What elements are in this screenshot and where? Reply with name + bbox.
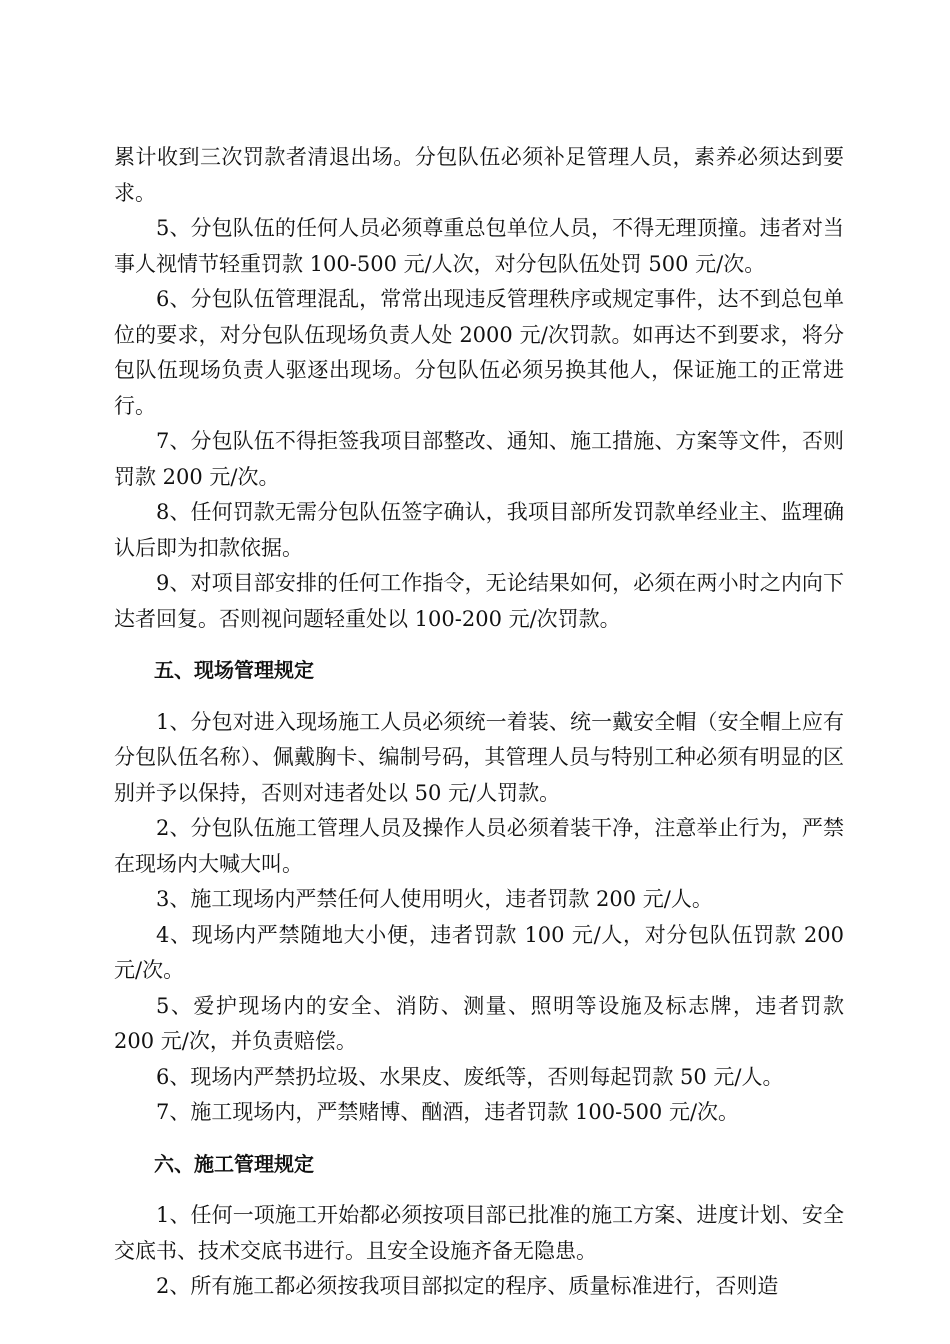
section4-item-8: 8、任何罚款无需分包队伍签字确认，我项目部所发罚款单经业主、监理确认后即为扣款依据。 — [114, 500, 844, 560]
section5-heading: 五、现场管理规定 — [154, 658, 314, 682]
document-body — [114, 140, 844, 1305]
section6-heading: 六、施工管理规定 — [154, 1151, 314, 1176]
section4-item-5: 5、分包队伍的任何人员必须尊重总包单位人员，不得无理顶撞。违者对当事人视情节轻重罚款 100-500 元/人次，对分包队伍处罚 500 元/次。 — [114, 216, 844, 276]
section5-item-3: 3、施工现场内严禁任何人使用明火，违者罚款 200 元/人。 — [156, 887, 713, 911]
intro-continuation: 累计收到三次罚款者清退出场。分包队伍必须补足管理人员，素养必须达到要求。 — [114, 145, 844, 205]
section6-item-1: 1、任何一项施工开始都必须按项目部已批准的施工方案、进度计划、安全交底书、技术交底书进行。且安全设施齐备无隐患。 — [114, 1203, 844, 1263]
section4-item-6: 6、分包队伍管理混乱，常常出现违反管理秩序或规定事件，达不到总包单位的要求，对分包队伍现场负责人处 2000 元/次罚款。如再达不到要求，将分包队伍现场负责人驱逐出现场。分包队伍必须另换其他人，保证施工的正常进行。 — [114, 287, 844, 418]
section4-item-7: 7、分包队伍不得拒签我项目部整改、通知、施工措施、方案等文件，否则罚款 200 元/次。 — [114, 429, 844, 489]
section5-item-5: 5、爱护现场内的安全、消防、测量、照明等设施及标志牌，违者罚款 200 元/次，并负责赔偿。 — [114, 993, 844, 1053]
section5-item-4: 4、现场内严禁随地大小便，违者罚款 100 元/人，对分包队伍罚款 200 元/次。 — [114, 922, 844, 982]
section5-item-7: 7、施工现场内，严禁赌博、酗酒，违者罚款 100-500 元/次。 — [156, 1100, 740, 1124]
section6-item-2: 2、所有施工都必须按我项目部拟定的程序、质量标准进行，否则造 — [156, 1274, 779, 1298]
section5-item-1: 1、分包对进入现场施工人员必须统一着装、统一戴安全帽（安全帽上应有分包队伍名称）、佩戴胸卡、编制号码，其管理人员与特别工种必须有明显的区别并予以保持，否则对违者处以 50 元/人罚款。 — [114, 709, 844, 805]
section4-item-9: 9、对项目部安排的任何工作指令，无论结果如何，必须在两小时之内向下达者回复。否则视问题轻重处以 100-200 元/次罚款。 — [114, 571, 844, 631]
section5-item-6: 6、现场内严禁扔垃圾、水果皮、废纸等，否则每起罚款 50 元/人。 — [156, 1064, 784, 1089]
section5-item-2: 2、分包队伍施工管理人员及操作人员必须着装干净，注意举止行为，严禁在现场内大喊大叫。 — [114, 816, 844, 876]
